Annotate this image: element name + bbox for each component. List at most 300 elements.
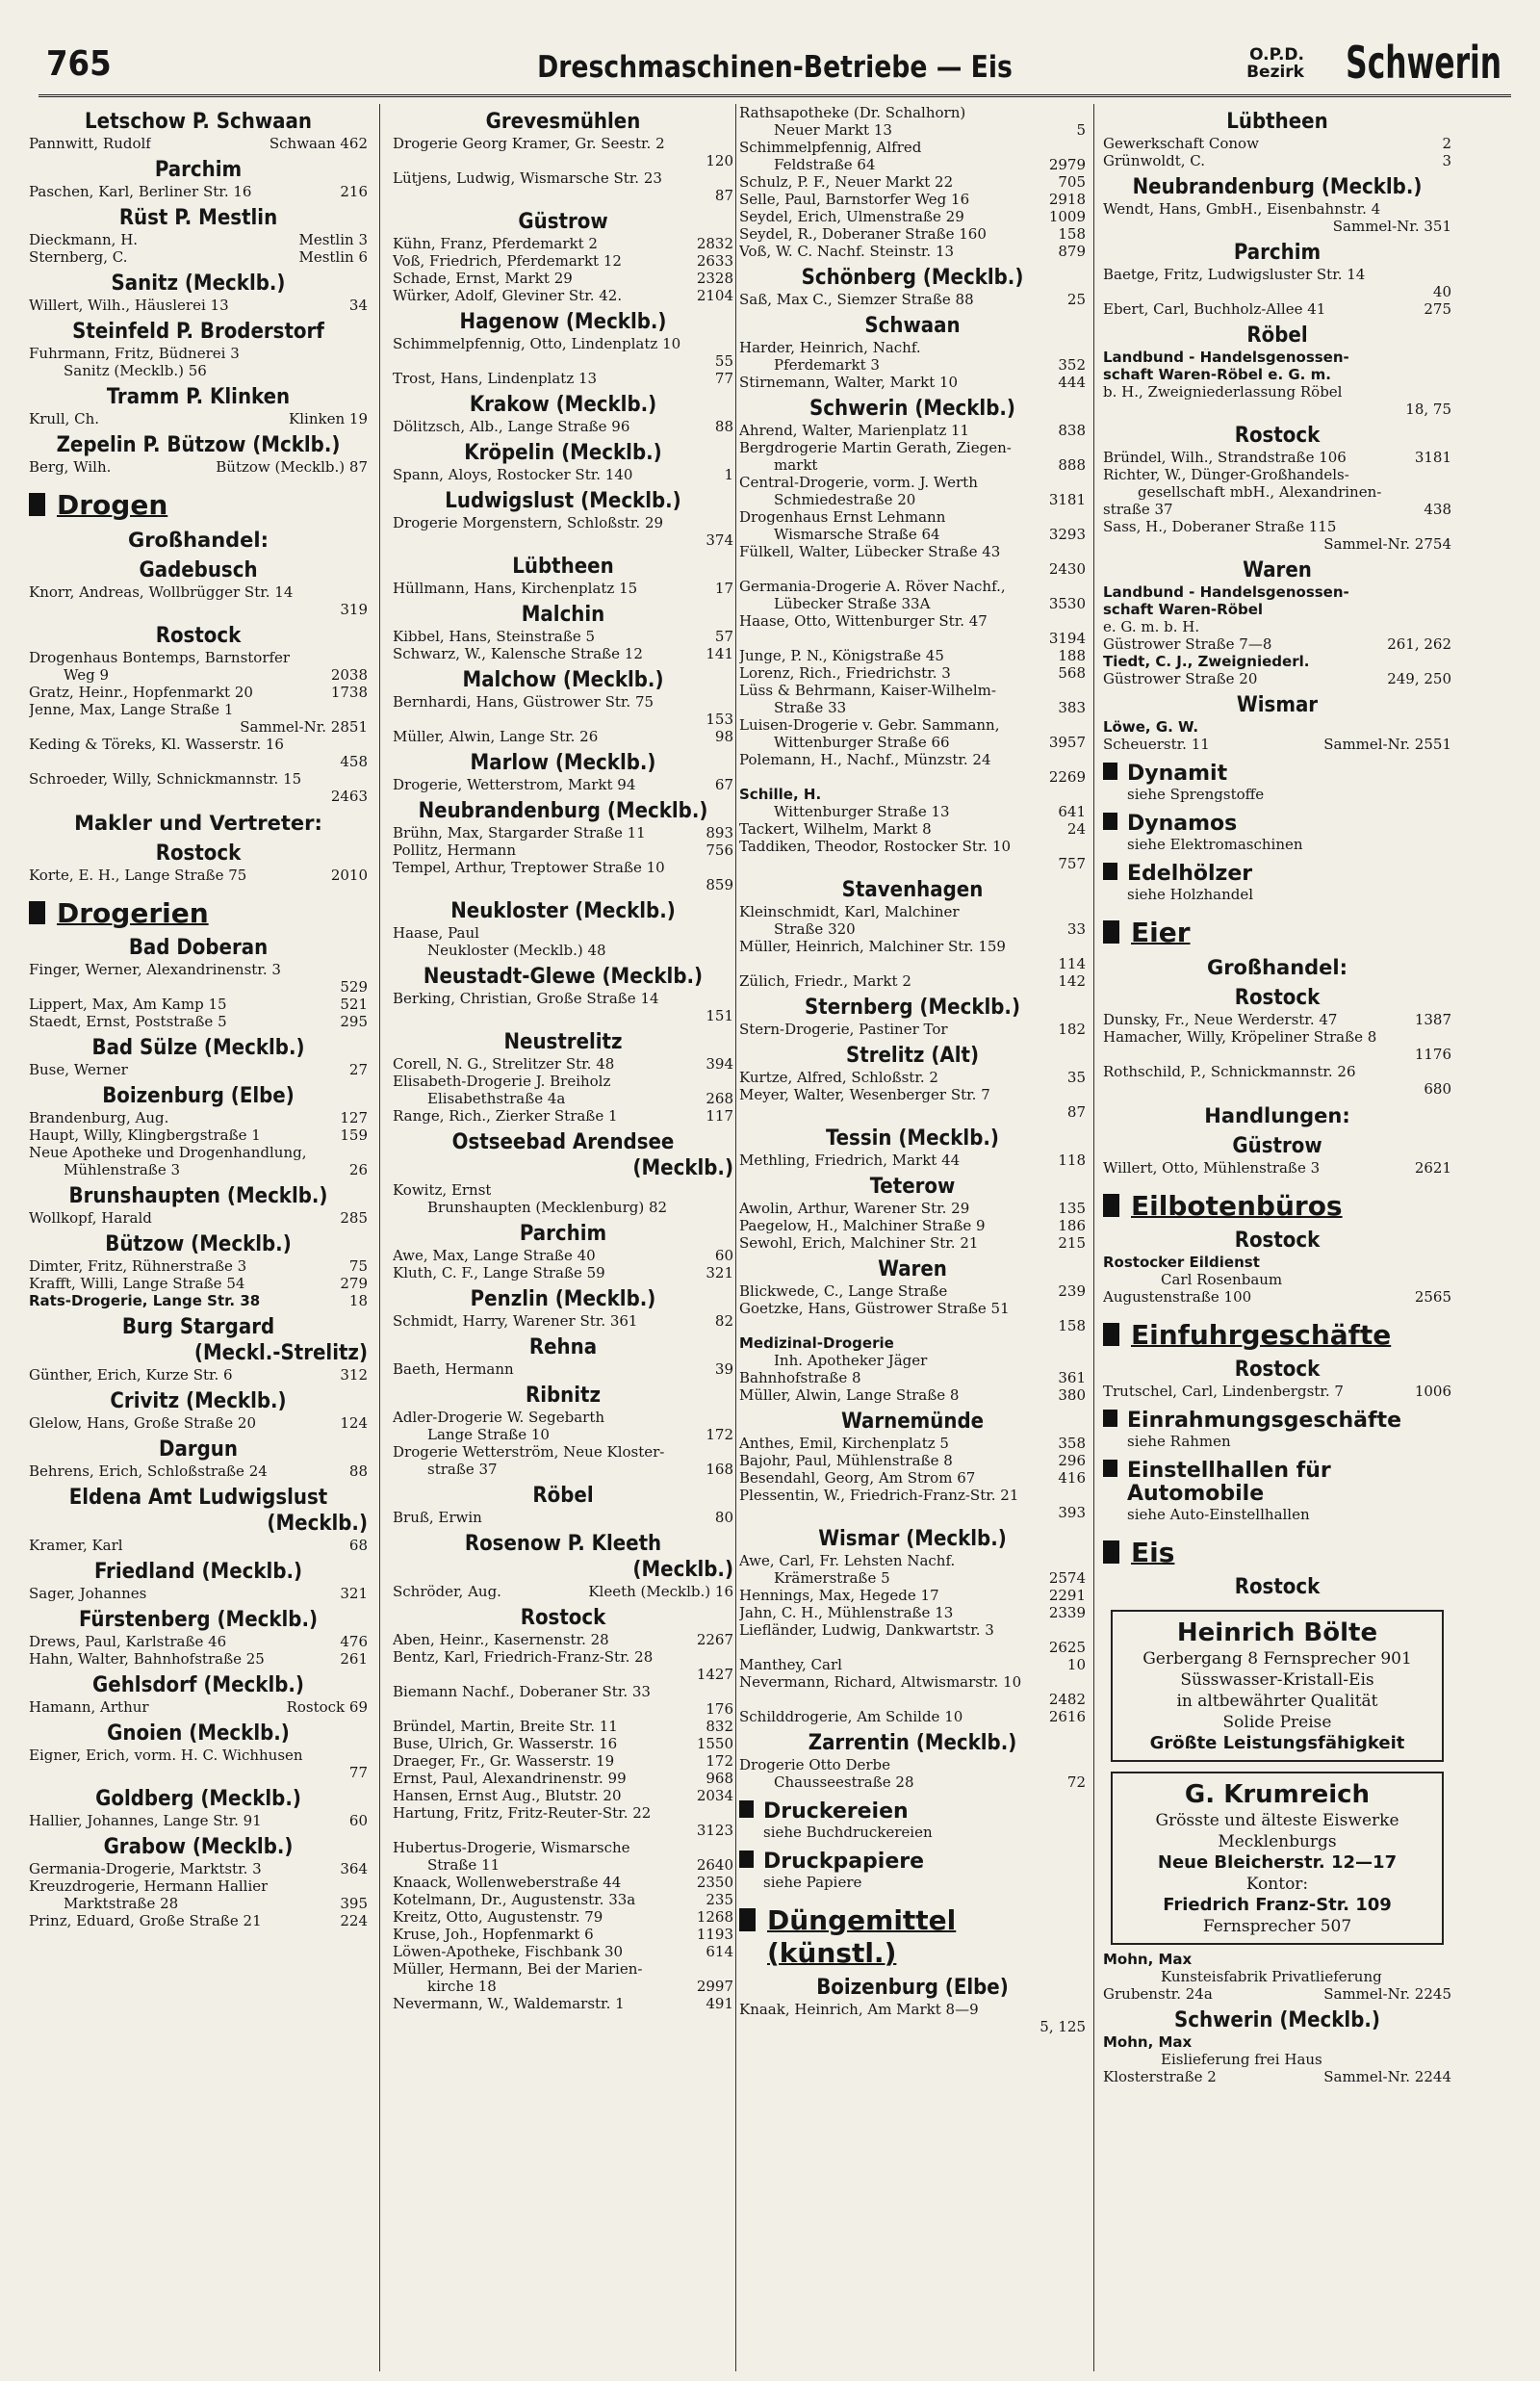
entry-name: Grünwoldt, C.	[1103, 152, 1206, 169]
entry-phone: 832	[706, 1718, 733, 1735]
listing-block	[1103, 1133, 1451, 1177]
listing-entry	[29, 1860, 368, 1877]
listing-entry	[393, 1409, 733, 1443]
listing-block	[739, 265, 1086, 308]
listing-block	[29, 319, 368, 379]
listing-entry	[739, 422, 1086, 439]
listing-entry	[739, 104, 1086, 139]
listing-entry	[29, 736, 368, 770]
section-title: Eilbotenbüros	[1131, 1190, 1343, 1222]
ad-name: Heinrich Bölte	[1176, 1618, 1378, 1647]
listing-entry	[29, 183, 368, 200]
entry-name: Würker, Adolf, Gleviner Str. 42.	[393, 287, 623, 304]
entry-name: Tempel, Arthur, Treptower Straße 10	[393, 859, 665, 876]
listing-entry	[739, 173, 1086, 191]
entry-address: Sanitz (Mecklb.) 56	[64, 362, 207, 379]
listing-block	[393, 554, 733, 597]
listing-entry	[393, 466, 733, 483]
entry-address: Schmiedestraße 20	[774, 491, 916, 508]
listing-entry	[1103, 1159, 1451, 1177]
entry-name: Aben, Heinr., Kasernenstr. 28	[393, 1631, 609, 1648]
listing-entry	[29, 1747, 368, 1781]
town-heading: Neubrandenburg (Mecklb.)	[418, 799, 708, 823]
column-divider	[379, 104, 380, 2371]
reference-title: Einrahmungsgeschäfte	[1127, 1409, 1402, 1433]
town-heading: Letschow P. Schwaan	[85, 110, 312, 134]
listing-block	[29, 489, 368, 522]
reference-see: siehe Sprengstoffe	[1127, 786, 1265, 803]
entry-name: Trost, Hans, Lindenplatz 13	[393, 370, 598, 387]
entry-phone: 416	[1058, 1469, 1086, 1487]
entry-name: Saß, Max C., Siemzer Straße 88	[739, 291, 974, 308]
entry-name: Stern-Drogerie, Pastiner Tor	[739, 1021, 948, 1038]
cross-reference	[1103, 813, 1451, 853]
entry-phone: 438	[1424, 501, 1451, 518]
column-1	[29, 104, 368, 1929]
listing-entry	[393, 693, 733, 728]
reference-see: siehe Buchdruckereien	[763, 1824, 933, 1841]
entry-phone: 158	[1058, 1317, 1086, 1334]
listing-entry	[739, 1282, 1086, 1300]
entry-phone: 215	[1058, 1234, 1086, 1252]
town-heading: Parchim	[519, 1222, 607, 1246]
entry-name: Brühn, Max, Stargarder Straße 11	[393, 824, 646, 841]
listing-entry	[1103, 300, 1451, 318]
entry-name: Hamacher, Willy, Kröpeliner Straße 8	[1103, 1028, 1377, 1046]
entry-address: Wittenburger Straße 66	[774, 734, 950, 751]
town-heading: Waren	[1243, 558, 1312, 582]
entry-phone: 216	[340, 183, 368, 200]
entry-name: Behrens, Erich, Schloßstraße 24	[29, 1462, 268, 1480]
entry-phone: 838	[1058, 422, 1086, 439]
listing-entry	[393, 645, 733, 662]
entry-phone: 275	[1424, 300, 1451, 318]
entry-name: Rothschild, P., Schnickmannstr. 26	[1103, 1063, 1356, 1080]
entry-address: Neukloster (Mecklb.) 48	[427, 942, 606, 959]
listing-block	[1103, 1610, 1451, 1762]
entry-name: Nevermann, Richard, Altwismarstr. 10	[739, 1673, 1022, 1691]
entry-name: Corell, N. G., Strelitzer Str. 48	[393, 1055, 615, 1073]
entry-phone: 117	[706, 1107, 733, 1125]
listing-entry	[1103, 2033, 1451, 2051]
town-heading: Grabow (Mecklb.)	[103, 1835, 294, 1859]
entry-phone: 614	[706, 1943, 733, 1960]
listing-entry	[393, 580, 733, 597]
entry-phone: 1009	[1048, 208, 1086, 225]
listing-entry	[739, 820, 1086, 838]
entry-phone: 135	[1058, 1200, 1086, 1217]
cross-reference	[1103, 763, 1451, 803]
listing-entry	[393, 1583, 733, 1600]
entry-name: Glelow, Hans, Große Straße 20	[29, 1414, 257, 1432]
entry-name: Berking, Christian, Große Straße 14	[393, 990, 659, 1007]
town-heading: Fürstenberg (Mecklb.)	[78, 1608, 319, 1632]
town-heading: Steinfeld P. Broderstorf	[72, 320, 324, 344]
listing-entry	[739, 1656, 1086, 1673]
cross-reference	[1103, 1410, 1451, 1450]
entry-phone: 321	[340, 1585, 368, 1602]
reference-title-cont: Automobile	[1127, 1482, 1265, 1506]
listing-entry	[739, 1487, 1086, 1521]
listing-block	[29, 109, 368, 152]
ad-line: Süsswasser-Kristall-Eis	[1180, 1670, 1374, 1690]
listing-entry	[739, 374, 1086, 391]
entry-phone: 568	[1058, 664, 1086, 682]
entry-phone: 394	[706, 1055, 733, 1073]
entry-phone: 521	[340, 996, 368, 1013]
town-heading: Marlow (Mecklb.)	[470, 751, 656, 775]
entry-phone: 3194	[1048, 630, 1086, 647]
listing-block	[393, 1605, 733, 2012]
listing-entry	[739, 751, 1086, 786]
section-title: Eis	[1131, 1537, 1175, 1568]
entry-phone: 3123	[696, 1822, 733, 1839]
entry-name: Berg, Wilh.	[29, 458, 112, 476]
town-heading: Wismar	[1236, 693, 1319, 717]
entry-name: Gewerkschaft Conow	[1103, 135, 1259, 152]
town-heading: Rostock	[155, 624, 242, 648]
town-heading: Burg Stargard	[121, 1315, 275, 1339]
listing-entry	[739, 1021, 1086, 1038]
entry-name: Hüllmann, Hans, Kirchenplatz 15	[393, 580, 638, 597]
listing-entry	[393, 1181, 733, 1216]
entry-name: Bernhardi, Hans, Güstrower Str. 75	[393, 693, 654, 711]
town-heading: Friedland (Mecklb.)	[93, 1560, 303, 1584]
listing-entry	[29, 1414, 368, 1432]
entry-name: e. G. m. b. H.	[1103, 618, 1200, 635]
entry-name: Schimmelpfennig, Otto, Lindenplatz 10	[393, 335, 681, 352]
listing-entry	[739, 1200, 1086, 1217]
listing-entry	[29, 135, 368, 152]
entry-phone: 75	[348, 1257, 368, 1275]
entry-name: Baeth, Hermann	[393, 1360, 514, 1378]
entry-name: Sager, Johannes	[29, 1585, 147, 1602]
town-heading: Güstrow	[1232, 1134, 1322, 1158]
listing-entry	[29, 770, 368, 805]
entry-name: Staedt, Ernst, Poststraße 5	[29, 1013, 227, 1030]
listing-entry	[29, 1650, 368, 1668]
entry-phone: 1738	[330, 684, 368, 701]
entry-phone: 879	[1058, 243, 1086, 260]
entry-phone: 2979	[1048, 156, 1086, 173]
listing-entry	[1103, 2051, 1451, 2068]
entry-phone: 249, 250	[1387, 670, 1451, 687]
town-heading: Zarrentin (Mecklb.)	[808, 1731, 1017, 1755]
entry-phone: 188	[1058, 647, 1086, 664]
entry-name: Awe, Max, Lange Straße 40	[393, 1247, 596, 1264]
entry-name: Hamann, Arthur	[29, 1698, 149, 1716]
entry-phone: 705	[1058, 173, 1086, 191]
entry-phone: 859	[706, 876, 733, 893]
entry-name: Drogerie Otto Derbe	[739, 1756, 891, 1773]
entry-phone: 182	[1058, 1021, 1086, 1038]
entry-phone: 395	[340, 1895, 368, 1912]
entry-name: Buse, Werner	[29, 1061, 128, 1078]
entry-name: Schimmelpfennig, Alfred	[739, 139, 922, 156]
section-marker-icon	[1103, 1194, 1119, 1217]
entry-phone: 34	[348, 297, 368, 314]
entry-phone: 3957	[1048, 734, 1086, 751]
entry-phone: 172	[706, 1426, 733, 1443]
listing-entry	[393, 776, 733, 793]
listing-entry	[739, 1334, 1086, 1369]
subsection-heading: Großhandel:	[1206, 956, 1348, 979]
listing-block	[29, 623, 368, 805]
town-heading: Tramm P. Klinken	[106, 385, 291, 409]
entry-phone: 5	[1076, 121, 1086, 139]
subsection-heading: Makler und Vertreter:	[74, 812, 322, 835]
entry-name: Kowitz, Ernst	[393, 1181, 492, 1199]
listing-entry	[739, 1452, 1086, 1469]
listing-block	[739, 396, 1086, 872]
listing-entry	[393, 990, 733, 1024]
entry-name: Krafft, Willi, Lange Straße 54	[29, 1275, 245, 1292]
listing-entry	[393, 1247, 733, 1264]
listing-block	[29, 897, 368, 930]
reference-title: Druckpapiere	[763, 1850, 925, 1874]
ad-line: Gerbergang 8 Fernsprecher 901	[1142, 1649, 1412, 1669]
town-heading: Boizenburg (Elbe)	[816, 1976, 1009, 2000]
entry-phone: Mestlin 3	[298, 231, 368, 248]
listing-entry	[739, 339, 1086, 374]
entry-name: Dieckmann, H.	[29, 231, 139, 248]
listing-entry	[29, 1209, 368, 1227]
listing-block	[1103, 557, 1451, 687]
town-heading: Rehna	[528, 1335, 598, 1359]
entry-name: Willert, Otto, Mühlenstraße 3	[1103, 1159, 1321, 1177]
page-number: 765	[46, 44, 112, 84]
listing-block	[739, 1975, 1086, 2035]
listing-entry	[393, 1443, 733, 1478]
listing-block	[29, 1485, 368, 1554]
listing-entry	[739, 225, 1086, 243]
listing-entry	[29, 1013, 368, 1030]
entry-phone: 176	[706, 1700, 733, 1718]
entry-name: Kramer, Karl	[29, 1537, 123, 1554]
entry-name: Wollkopf, Harald	[29, 1209, 152, 1227]
entry-phone: 60	[714, 1247, 733, 1264]
listing-block	[1103, 1410, 1451, 1450]
town-heading: Neustrelitz	[503, 1030, 623, 1054]
entry-phone: 118	[1058, 1152, 1086, 1169]
reference-marker-icon	[1103, 763, 1117, 780]
listing-block	[29, 205, 368, 266]
listing-block	[29, 935, 368, 1030]
listing-entry	[739, 243, 1086, 260]
entry-name: Bergdrogerie Martin Gerath, Ziegen-	[739, 439, 1012, 456]
entry-phone: Sammel-Nr. 2754	[1323, 535, 1451, 553]
listing-entry	[739, 1217, 1086, 1234]
entry-phone: 158	[1058, 225, 1086, 243]
section-marker-icon	[1103, 1540, 1119, 1564]
entry-phone: 268	[706, 1090, 733, 1107]
listing-entry	[393, 235, 733, 252]
entry-phone: 2430	[1048, 560, 1086, 578]
listing-entry	[29, 1585, 368, 1602]
ad-highlight: Friedrich Franz-Str. 109	[1163, 1895, 1392, 1915]
entry-phone: 26	[348, 1161, 368, 1178]
entry-phone: 380	[1058, 1386, 1086, 1404]
town-heading: Ribnitz	[525, 1384, 602, 1408]
town-heading: Gadebusch	[139, 558, 258, 582]
listing-entry	[393, 1718, 733, 1735]
entry-name: Medizinal-Drogerie	[739, 1334, 894, 1352]
entry-phone: 1268	[696, 1908, 733, 1926]
listing-entry	[393, 1752, 733, 1770]
listing-block	[739, 1174, 1086, 1252]
entry-name: Scheuerstr. 11	[1103, 736, 1210, 753]
entry-name: Zülich, Friedr., Markt 2	[739, 972, 911, 990]
listing-entry	[393, 1908, 733, 1926]
town-heading: Stavenhagen	[841, 878, 984, 902]
entry-name: Hubertus-Drogerie, Wismarsche	[393, 1839, 630, 1856]
entry-name: Selle, Paul, Barnstorfer Weg 16	[739, 191, 970, 208]
listing-block	[29, 1607, 368, 1668]
listing-entry	[1103, 635, 1451, 653]
listing-entry	[29, 1061, 368, 1078]
entry-address: Straße 11	[427, 1856, 500, 1874]
listing-entry	[393, 1874, 733, 1891]
entry-phone: 2633	[696, 252, 733, 270]
town-heading: Bützow (Mecklb.)	[105, 1232, 292, 1256]
entry-phone: 3293	[1048, 526, 1086, 543]
town-heading: Crivitz (Mecklb.)	[110, 1389, 287, 1413]
listing-block	[393, 209, 733, 304]
town-heading: Röbel	[532, 1484, 594, 1508]
ad-line: Fernsprecher 507	[1202, 1917, 1352, 1936]
entry-name: Blickwede, C., Lange Straße	[739, 1282, 948, 1300]
listing-block	[393, 1531, 733, 1600]
town-heading: Teterow	[869, 1175, 956, 1199]
entry-name: Germania-Drogerie A. Röver Nachf.,	[739, 578, 1006, 595]
entry-name: Müller, Alwin, Lange Str. 26	[393, 728, 599, 745]
section-heading	[1103, 917, 1451, 949]
listing-block	[1103, 323, 1451, 418]
entry-phone: Sammel-Nr. 2244	[1323, 2068, 1451, 2085]
entry-name: Liefländer, Ludwig, Dankwartstr. 3	[739, 1621, 994, 1639]
listing-entry	[739, 682, 1086, 716]
entry-phone: 168	[706, 1461, 733, 1478]
listing-entry	[1103, 466, 1451, 501]
listing-block	[393, 1286, 733, 1330]
entry-name: Drogenhaus Ernst Lehmann	[739, 508, 946, 526]
listing-entry	[1103, 670, 1451, 687]
listing-block	[739, 1730, 1086, 1791]
listing-block	[393, 1483, 733, 1526]
listing-entry	[1103, 2068, 1451, 2085]
entry-phone: 88	[714, 418, 733, 435]
listing-entry	[739, 291, 1086, 308]
listing-entry	[739, 139, 1086, 173]
listing-block	[393, 1029, 733, 1125]
reference-marker-icon	[739, 1850, 754, 1868]
listing-entry	[739, 1708, 1086, 1725]
reference-marker-icon	[1103, 813, 1117, 830]
listing-entry	[393, 1264, 733, 1281]
entry-name: Baetge, Fritz, Ludwigsluster Str. 14	[1103, 266, 1366, 283]
entry-name: Knorr, Andreas, Wollbrügger Str. 14	[29, 583, 294, 601]
entry-name: Keding & Töreks, Kl. Wasserstr. 16	[29, 736, 284, 753]
entry-name: Kotelmann, Dr., Augustenstr. 33a	[393, 1891, 636, 1908]
town-heading: Güstrow	[518, 210, 608, 234]
entry-phone: 124	[340, 1414, 368, 1432]
entry-phone: 1193	[696, 1926, 733, 1943]
reference-see: siehe Papiere	[763, 1874, 862, 1891]
listing-block	[393, 488, 733, 549]
entry-phone: 279	[340, 1275, 368, 1292]
entry-name: schaft Waren-Röbel e. G. m.	[1103, 366, 1331, 383]
town-heading: Neustadt-Glewe (Mecklb.)	[423, 965, 704, 989]
listing-block	[739, 1043, 1086, 1121]
entry-name: Taddiken, Theodor, Rostocker Str. 10	[739, 838, 1012, 855]
entry-phone: 151	[706, 1007, 733, 1024]
town-heading: Krakow (Mecklb.)	[469, 393, 657, 417]
entry-name: Drogerie Georg Kramer, Gr. Seestr. 2	[393, 135, 665, 152]
listing-entry	[393, 1735, 733, 1752]
entry-phone: 444	[1058, 374, 1086, 391]
listing-block	[393, 667, 733, 745]
listing-entry	[739, 938, 1086, 972]
entry-phone: 358	[1058, 1435, 1086, 1452]
entry-name: Buse, Ulrich, Gr. Wasserstr. 16	[393, 1735, 618, 1752]
town-heading: Rosenow P. Kleeth	[464, 1532, 662, 1556]
listing-entry	[29, 1877, 368, 1912]
town-heading: Rostock	[1234, 986, 1321, 1010]
listing-entry	[1103, 1271, 1451, 1288]
entry-phone: 888	[1058, 456, 1086, 474]
listing-entry	[1103, 501, 1451, 518]
town-heading: Rostock	[1234, 1358, 1321, 1382]
column-2	[393, 104, 733, 2012]
entry-phone: Sammel-Nr. 2851	[240, 718, 368, 736]
listing-block	[1103, 763, 1451, 803]
entry-phone: Rostock 69	[286, 1698, 368, 1716]
entry-name: Knaak, Heinrich, Am Markt 8—9	[739, 2001, 979, 2018]
listing-block	[1103, 692, 1451, 753]
entry-phone: 18	[348, 1292, 368, 1309]
entry-phone: Mestlin 6	[298, 248, 368, 266]
listing-block	[393, 964, 733, 1024]
entry-name: Knaack, Wollenweberstraße 44	[393, 1874, 622, 1891]
listing-entry	[29, 1633, 368, 1650]
town-heading: Neukloster (Mecklb.)	[450, 899, 676, 923]
listing-entry	[1103, 152, 1451, 169]
listing-block	[1103, 1951, 1451, 2003]
entry-name: Hartung, Fritz, Fritz-Reuter-Str. 22	[393, 1804, 652, 1822]
entry-phone: Bützow (Mecklb.) 87	[216, 458, 368, 476]
listing-entry	[393, 1943, 733, 1960]
listing-block	[1103, 240, 1451, 318]
section-title-cont: (künstl.)	[767, 1937, 897, 1969]
entry-name: Schilddrogerie, Am Schilde 10	[739, 1708, 963, 1725]
listing-entry	[393, 270, 733, 287]
town-heading: Ludwigslust (Mecklb.)	[445, 489, 681, 513]
advertisement-box	[1111, 1772, 1444, 1945]
listing-entry	[739, 1386, 1086, 1404]
entry-name: Bahnhofstraße 8	[739, 1369, 861, 1386]
entry-phone: 529	[340, 978, 368, 996]
entry-name: Nevermann, W., Waldemarstr. 1	[393, 1995, 625, 2012]
entry-phone: 57	[714, 628, 733, 645]
entry-phone: 757	[1058, 855, 1086, 872]
town-heading: Rostock	[1234, 424, 1321, 448]
entry-phone: 239	[1058, 1282, 1086, 1300]
entry-name: Sass, H., Doberaner Straße 115	[1103, 518, 1337, 535]
town-heading: Strelitz (Alt)	[846, 1044, 979, 1068]
listing-entry	[29, 1462, 368, 1480]
entry-phone: 2832	[696, 235, 733, 252]
town-heading: Rostock	[155, 841, 242, 866]
